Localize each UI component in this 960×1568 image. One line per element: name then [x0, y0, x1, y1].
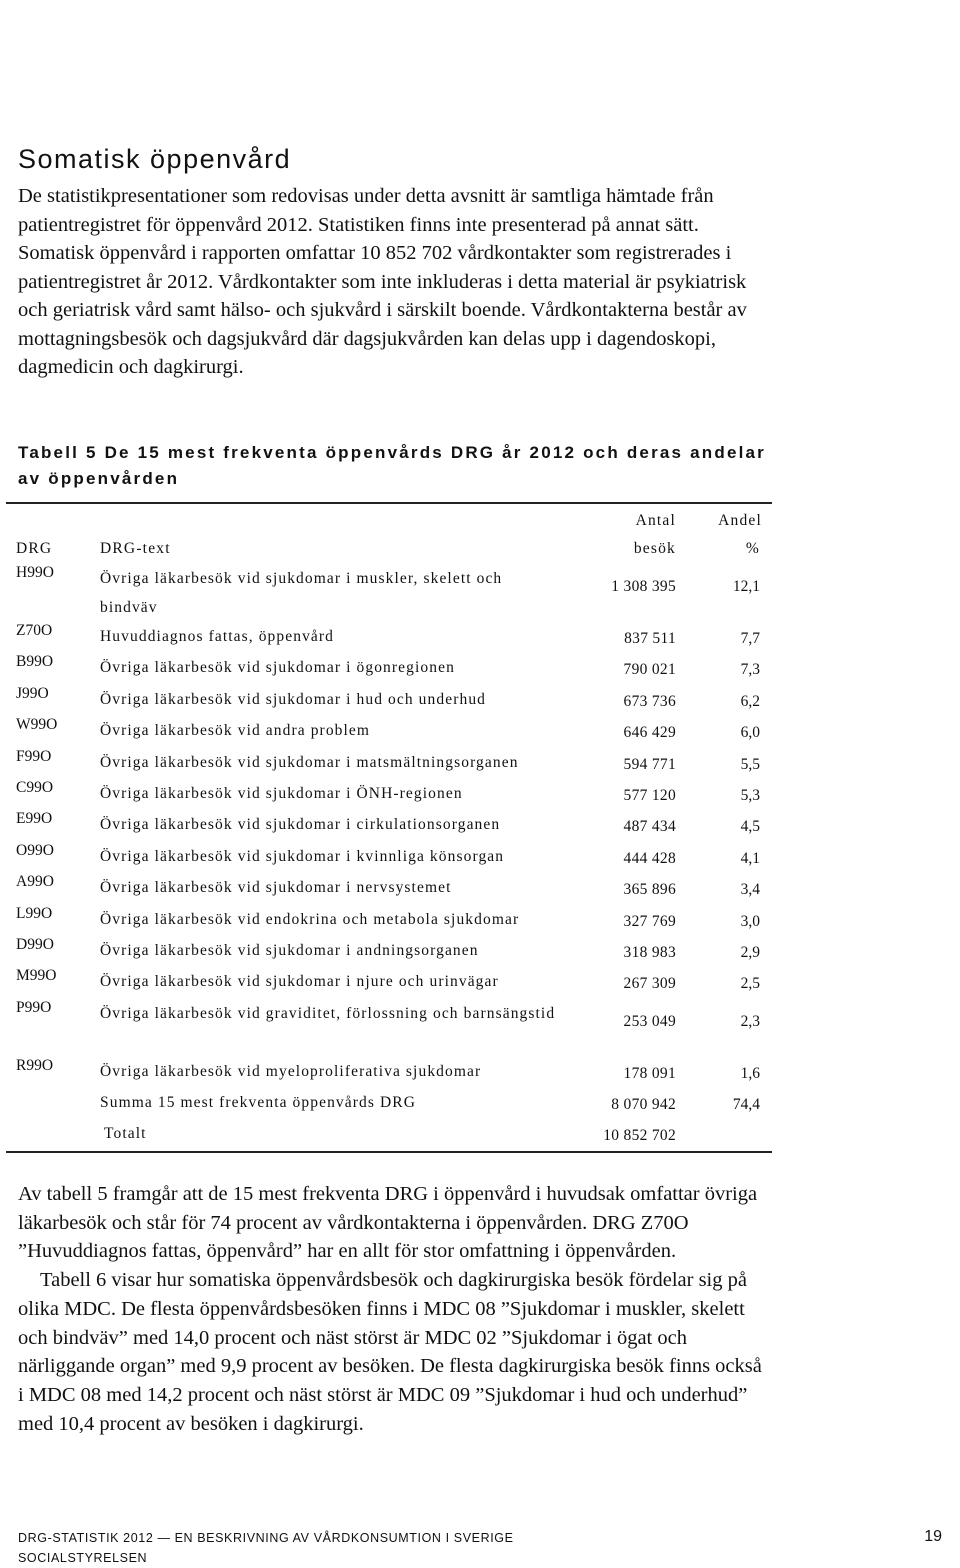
drg-code: E99O — [16, 810, 53, 828]
table-row — [6, 810, 772, 841]
drg-text: Övriga läkarbesök vid sjukdomar i njure och urinvägar — [100, 973, 499, 991]
table-row — [6, 716, 772, 747]
table-caption: Tabell 5 De 15 mest frekventa öppenvårds DRG år 2012 och deras andelar av öppenvården — [18, 443, 766, 488]
table-row — [6, 622, 772, 653]
table-header — [6, 504, 772, 564]
visit-count: 253 049 — [623, 1012, 676, 1030]
share-percent: 3,4 — [740, 881, 760, 899]
drg-code: R99O — [16, 1056, 54, 1074]
drg-text: Övriga läkarbesök vid myeloproliferativa sjukdomar — [100, 1062, 482, 1080]
visit-count: 487 434 — [623, 818, 676, 836]
drg-text: Övriga läkarbesök vid andra problem — [100, 722, 371, 740]
total-row — [6, 1119, 772, 1150]
drg-code: D99O — [16, 935, 54, 953]
table-row — [6, 999, 772, 1057]
visit-count: 646 429 — [623, 724, 676, 742]
visit-count: 365 896 — [623, 881, 676, 899]
share-percent: 4,1 — [740, 849, 760, 867]
share-percent: 7,7 — [740, 630, 760, 647]
share-percent: 5,5 — [740, 755, 760, 773]
drg-text: Huvuddiagnos fattas, öppenvård — [100, 628, 335, 645]
share-percent: 6,2 — [740, 692, 760, 710]
footer — [18, 1528, 514, 1568]
drg-text: Övriga läkarbesök vid sjukdomar i matsmältningsorganen — [100, 753, 519, 771]
sum-row — [6, 1088, 772, 1119]
share-percent: 2,9 — [740, 943, 760, 961]
table-row — [6, 564, 772, 622]
drg-text: Övriga läkarbesök vid endokrina och metabola sjukdomar — [100, 910, 520, 928]
visit-count: 790 021 — [623, 661, 676, 679]
drg-code: W99O — [16, 716, 58, 734]
drg-text: Övriga läkarbesök vid sjukdomar i ÖNH-regionen — [100, 784, 463, 802]
visit-count: 267 309 — [623, 975, 676, 993]
drg-text: Övriga läkarbesök vid sjukdomar i cirkulationsorganen — [100, 816, 501, 834]
drg-text: Övriga läkarbesök vid sjukdomar i andningsorganen — [100, 941, 479, 959]
drg-code: A99O — [16, 873, 54, 891]
body-paragraph-2: Tabell 6 visar hur somatiska öppenvårdsbesök och dagkirurgiska besök fördelar sig på olika MDC. De flesta öppenvårdsbesöken finns i MDC 08 ”Sjukdomar i muskler, skelett och bindväv” med 14,0 procent och näst störst är MDC 02 ”Sjukdomar i ögat och närliggande organ” med 9,9 procent av besöken. De flesta dagkirurgiska besök finns också i MDC 08 med 14,2 procent och näst störst är MDC 09 ”Sjukdomar i hud och underhud” med 10,4 procent av besöken i dagkirurgi. — [18, 1269, 762, 1435]
header-share-top: Andel — [718, 512, 762, 529]
visit-count: 837 511 — [624, 630, 676, 647]
sum-count: 8 070 942 — [611, 1096, 676, 1114]
total-count: 10 852 702 — [603, 1127, 676, 1145]
section-title: Somatisk öppenvård — [18, 144, 292, 174]
table-row — [6, 685, 772, 716]
header-share-bottom: % — [745, 540, 760, 557]
sum-share: 74,4 — [732, 1096, 760, 1114]
drg-code: M99O — [16, 967, 57, 985]
table-row — [6, 1057, 772, 1088]
drg-code: P99O — [16, 998, 52, 1016]
drg-text: Övriga läkarbesök vid sjukdomar i muskler, skelett och bindväv — [100, 570, 503, 616]
share-percent: 2,3 — [740, 1012, 760, 1030]
header-drg-text: DRG-text — [100, 540, 171, 557]
drg-text: Övriga läkarbesök vid sjukdomar i ögonregionen — [100, 659, 455, 677]
total-label: Totalt — [104, 1125, 147, 1143]
drg-text: Övriga läkarbesök vid sjukdomar i hud och underhud — [100, 690, 487, 708]
drg-code: Z70O — [16, 622, 53, 639]
page-number: 19 — [924, 1528, 942, 1545]
visit-count: 444 428 — [623, 849, 676, 867]
drg-code: H99O — [16, 564, 54, 581]
share-percent: 1,6 — [740, 1064, 760, 1082]
visit-count: 594 771 — [623, 755, 676, 773]
table-row — [6, 873, 772, 904]
share-percent: 2,5 — [740, 975, 760, 993]
share-percent: 5,3 — [740, 786, 760, 804]
header-count-top: Antal — [635, 512, 676, 529]
drg-code: B99O — [16, 653, 54, 671]
body-paragraph-1: Av tabell 5 framgår att de 15 mest frekventa DRG i öppenvård i huvudsak omfattar övriga läkarbesök och står för 74 procent av vårdkontakterna i öppenvården. DRG Z70O ”Huvuddiagnos fattas, öppenvård” har en allt för stor omfattning i öppenvården. — [18, 1183, 758, 1263]
header-drg: DRG — [16, 540, 53, 557]
table-row — [6, 779, 772, 810]
share-percent: 12,1 — [732, 578, 760, 595]
share-percent: 3,0 — [740, 912, 760, 930]
drg-text: Övriga läkarbesök vid graviditet, förlossning och barnsängstid — [100, 1004, 556, 1022]
table-row — [6, 967, 772, 998]
drg-code: F99O — [16, 747, 52, 765]
sum-label: Summa 15 mest frekventa öppenvårds DRG — [100, 1094, 417, 1112]
drg-code: J99O — [16, 684, 49, 702]
visit-count: 318 983 — [623, 943, 676, 961]
drg-code: L99O — [16, 904, 53, 922]
share-percent: 6,0 — [740, 724, 760, 742]
drg-table — [6, 502, 772, 1153]
drg-text: Övriga läkarbesök vid sjukdomar i kvinnliga könsorgan — [100, 847, 505, 865]
table-row — [6, 653, 772, 684]
drg-code: C99O — [16, 778, 54, 796]
share-percent: 4,5 — [740, 818, 760, 836]
table-row — [6, 748, 772, 779]
visit-count: 178 091 — [623, 1064, 676, 1082]
share-percent: 7,3 — [740, 661, 760, 679]
drg-code: O99O — [16, 841, 54, 859]
drg-text: Övriga läkarbesök vid sjukdomar i nervsystemet — [100, 879, 452, 897]
visit-count: 673 736 — [623, 692, 676, 710]
visit-count: 327 769 — [623, 912, 676, 930]
intro-paragraph: De statistikpresentationer som redovisas under detta avsnitt är samtliga hämtade från patientregistret för öppenvård 2012. Statistiken finns inte presenterad på annat sätt. Somatisk öppenvård i rapporten omfattar 10 852 702 vårdkontakter som registrerades i patientregistret år 2012. Vårdkontakter som inte inkluderas i detta material är psykiatrisk och geriatrisk vård samt hälso- och sjukvård i särskilt boende. Vårdkontakterna består av mottagningsbesök och dagsjukvård där dagsjukvården kan delas upp i dagendoskopi, dagmedicin och dagkirurgi. — [18, 185, 747, 378]
footer-title: DRG-STATISTIK 2012 — EN BESKRIVNING AV VÅRDKONSUMTION I SVERIGE — [18, 1531, 514, 1545]
visit-count: 1 308 395 — [611, 578, 676, 595]
table-row — [6, 842, 772, 873]
body-text — [18, 1180, 766, 1438]
table-row — [6, 905, 772, 936]
footer-publisher: SOCIALSTYRELSEN — [18, 1551, 148, 1565]
visit-count: 577 120 — [623, 786, 676, 804]
header-count-bottom: besök — [633, 540, 676, 557]
table-row — [6, 936, 772, 967]
